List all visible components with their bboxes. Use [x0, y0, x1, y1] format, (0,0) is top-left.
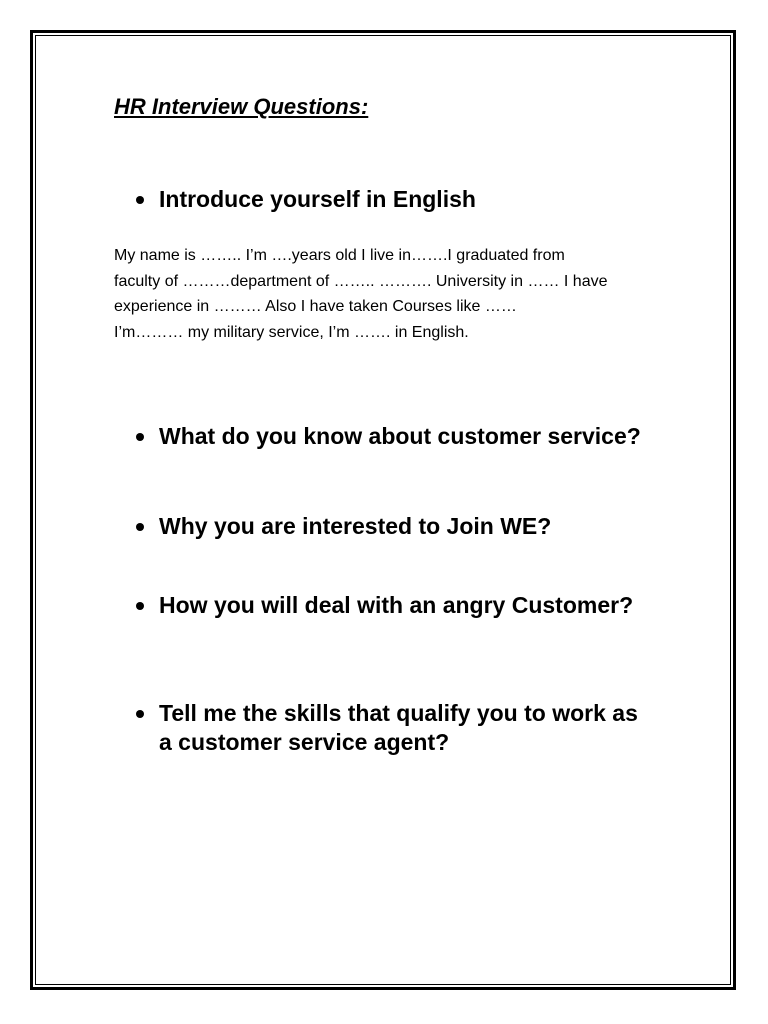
intro-line: experience in ……… Also I have taken Courses like ……	[114, 298, 517, 315]
intro-line: faculty of ………department of …….. ………. University in …… I have	[114, 272, 608, 290]
bullet-icon	[136, 602, 144, 610]
bullet-icon	[136, 710, 144, 718]
question-text: Why you are interested to Join WE?	[159, 513, 552, 539]
bullet-icon	[136, 523, 144, 531]
page-border-inner	[35, 35, 731, 985]
intro-paragraph	[114, 243, 654, 345]
question-text: How you will deal with an angry Customer?	[159, 592, 634, 618]
page-title: HR Interview Questions:	[114, 94, 369, 119]
question-item	[136, 699, 656, 757]
question-item	[136, 185, 656, 214]
question-item	[136, 591, 656, 620]
question-text: What do you know about customer service?	[159, 423, 641, 449]
bullet-icon	[136, 433, 144, 441]
question-item	[136, 422, 656, 451]
bullet-icon	[136, 196, 144, 204]
intro-line: I’m……… my military service, I’m ……. in English.	[114, 323, 469, 341]
question-text: Tell me the skills that qualify you to work as a customer service agent?	[159, 700, 638, 755]
question-text: Introduce yourself in English	[159, 186, 476, 212]
question-item	[136, 512, 656, 541]
intro-line: My name is …….. I’m ….years old I live in…….I graduated from	[114, 247, 565, 264]
